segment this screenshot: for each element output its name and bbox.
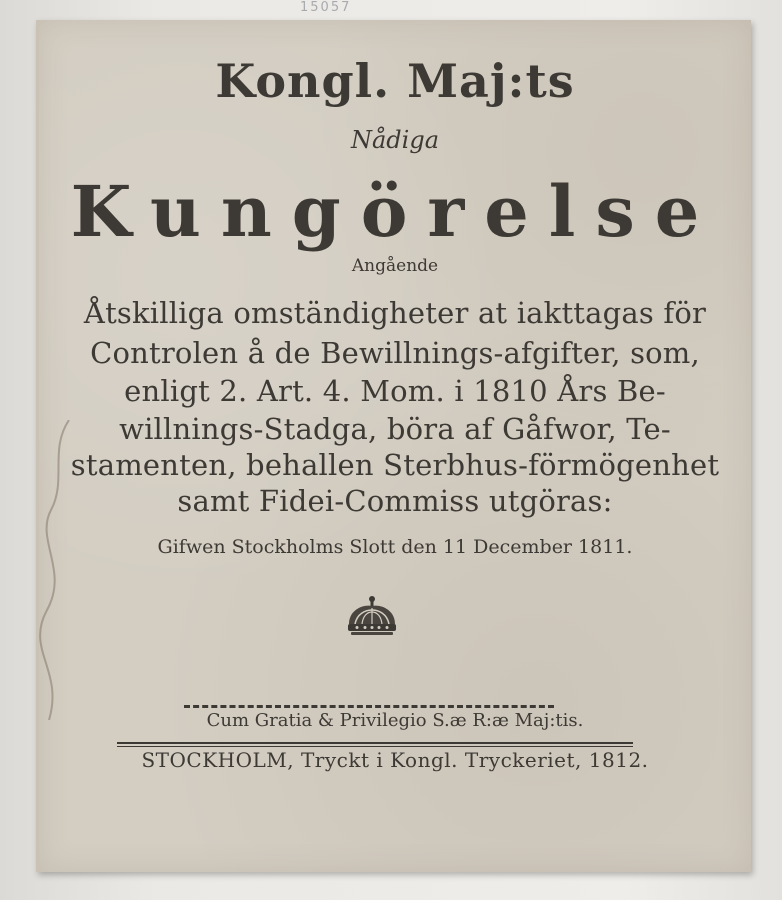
double-rule-top xyxy=(117,742,633,744)
title-line-1: Kongl. Maj:ts xyxy=(215,54,575,108)
body-line-2: Controlen å de Bewillnings-afgifter, som, xyxy=(90,336,700,370)
printed-page xyxy=(36,20,751,872)
body-line-4: willnings-Stadga, böra af Gåfwor, Te- xyxy=(119,412,671,446)
double-rule-bottom xyxy=(117,746,633,747)
privilege-line: Cum Gratia & Privilegio S.æ R:æ Maj:tis. xyxy=(206,710,584,731)
body-line-6: samt Fidei-Commiss utgöras: xyxy=(177,484,613,518)
title-line-2: Nådiga xyxy=(350,126,440,154)
subject-intro: Angående xyxy=(351,256,439,276)
given-line: Gifwen Stockholms Slott den 11 December 1811. xyxy=(157,536,633,558)
corner-mark: 15057 xyxy=(300,0,352,15)
title-line-3: Kungörelse xyxy=(70,170,720,253)
body-line-5: stamenten, behallen Sterbhus-förmögenhet xyxy=(70,448,720,482)
dashed-rule xyxy=(184,705,554,708)
body-line-3: enligt 2. Art. 4. Mom. i 1810 Års Be- xyxy=(124,374,666,408)
body-line-1: Åtskilliga omständigheter at iakttagas för xyxy=(83,296,707,330)
crown-icon xyxy=(345,594,399,638)
imprint-line: STOCKHOLM, Tryckt i Kongl. Tryckeriet, 1812. xyxy=(141,748,649,772)
